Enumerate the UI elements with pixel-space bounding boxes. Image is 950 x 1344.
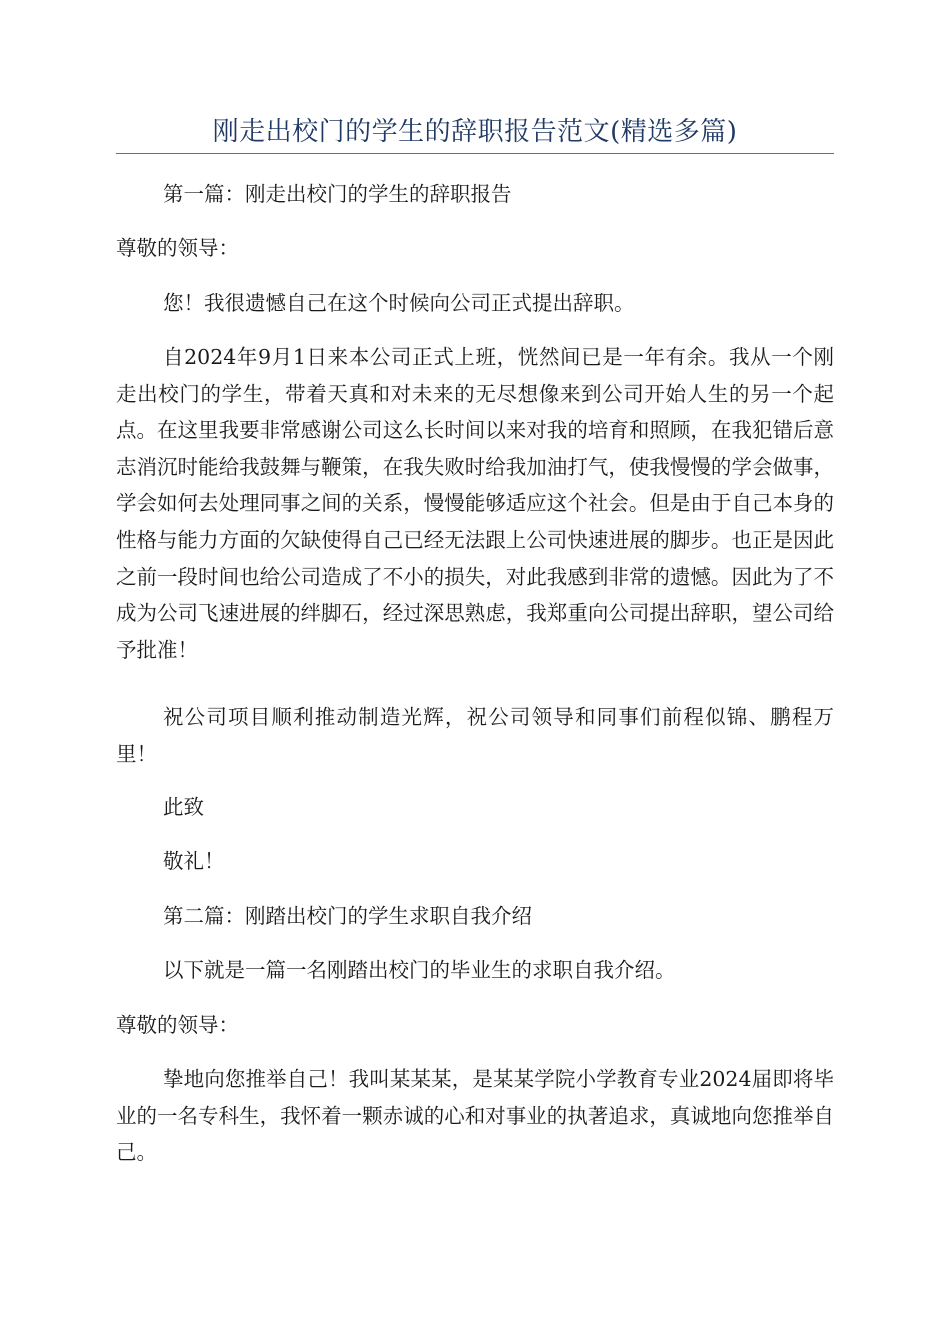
section-heading-1: 第一篇：刚走出校门的学生的辞职报告 (163, 182, 512, 206)
section-heading-2: 第二篇：刚踏出校门的学生求职自我介绍 (163, 904, 532, 928)
closing-jingli: 敬礼！ (163, 849, 225, 873)
title-underline (116, 153, 834, 154)
document-title: 刚走出校门的学生的辞职报告范文(精选多篇) (212, 117, 738, 147)
intro-line: 以下就是一篇一名刚踏出校门的毕业生的求职自我介绍。 (163, 958, 676, 982)
opening-line: 您！我很遗憾自己在这个时候向公司正式提出辞职。 (163, 291, 635, 315)
salutation-1: 尊敬的领导： (116, 236, 239, 260)
wishes-paragraph: 祝公司项目顺利推动制造光辉，祝公司领导和同事们前程似锦、鹏程万里！ (116, 705, 834, 766)
body-paragraph-1: 自2024年9月1日来本公司正式上班，恍然间已是一年有余。我从一个刚走出校门的学生，带着天真和对未来的无尽想像来到公司开始人生的另一个起点。在这里我要非常感谢公司这么长时间以来对我的培育和照顾，在我犯错后意志消沉时能给我鼓舞与鞭策，在我失败时给我加油打气，使我慢慢的学会做事，学会如何去处理同事之间的关系，慢慢能够适应这个社会。但是由于自己本身的性格与能力方面的欠缺使得自己已经无法跟上公司快速进展的脚步。也正是因此之前一段时间也给公司造成了不小的损失，对此我感到非常的遗憾。因此为了不成为公司飞速进展的绊脚石，经过深思熟虑，我郑重向公司提出辞职，望公司给予批准！ (116, 345, 834, 662)
salutation-2: 尊敬的领导： (116, 1013, 239, 1037)
body-paragraph-2: 挚地向您推举自己！我叫某某某，是某某学院小学教育专业2024届即将毕业的一名专科生，我怀着一颗赤诚的心和对事业的执著追求，真诚地向您推举自己。 (116, 1067, 834, 1165)
closing-cizhi: 此致 (163, 795, 204, 819)
